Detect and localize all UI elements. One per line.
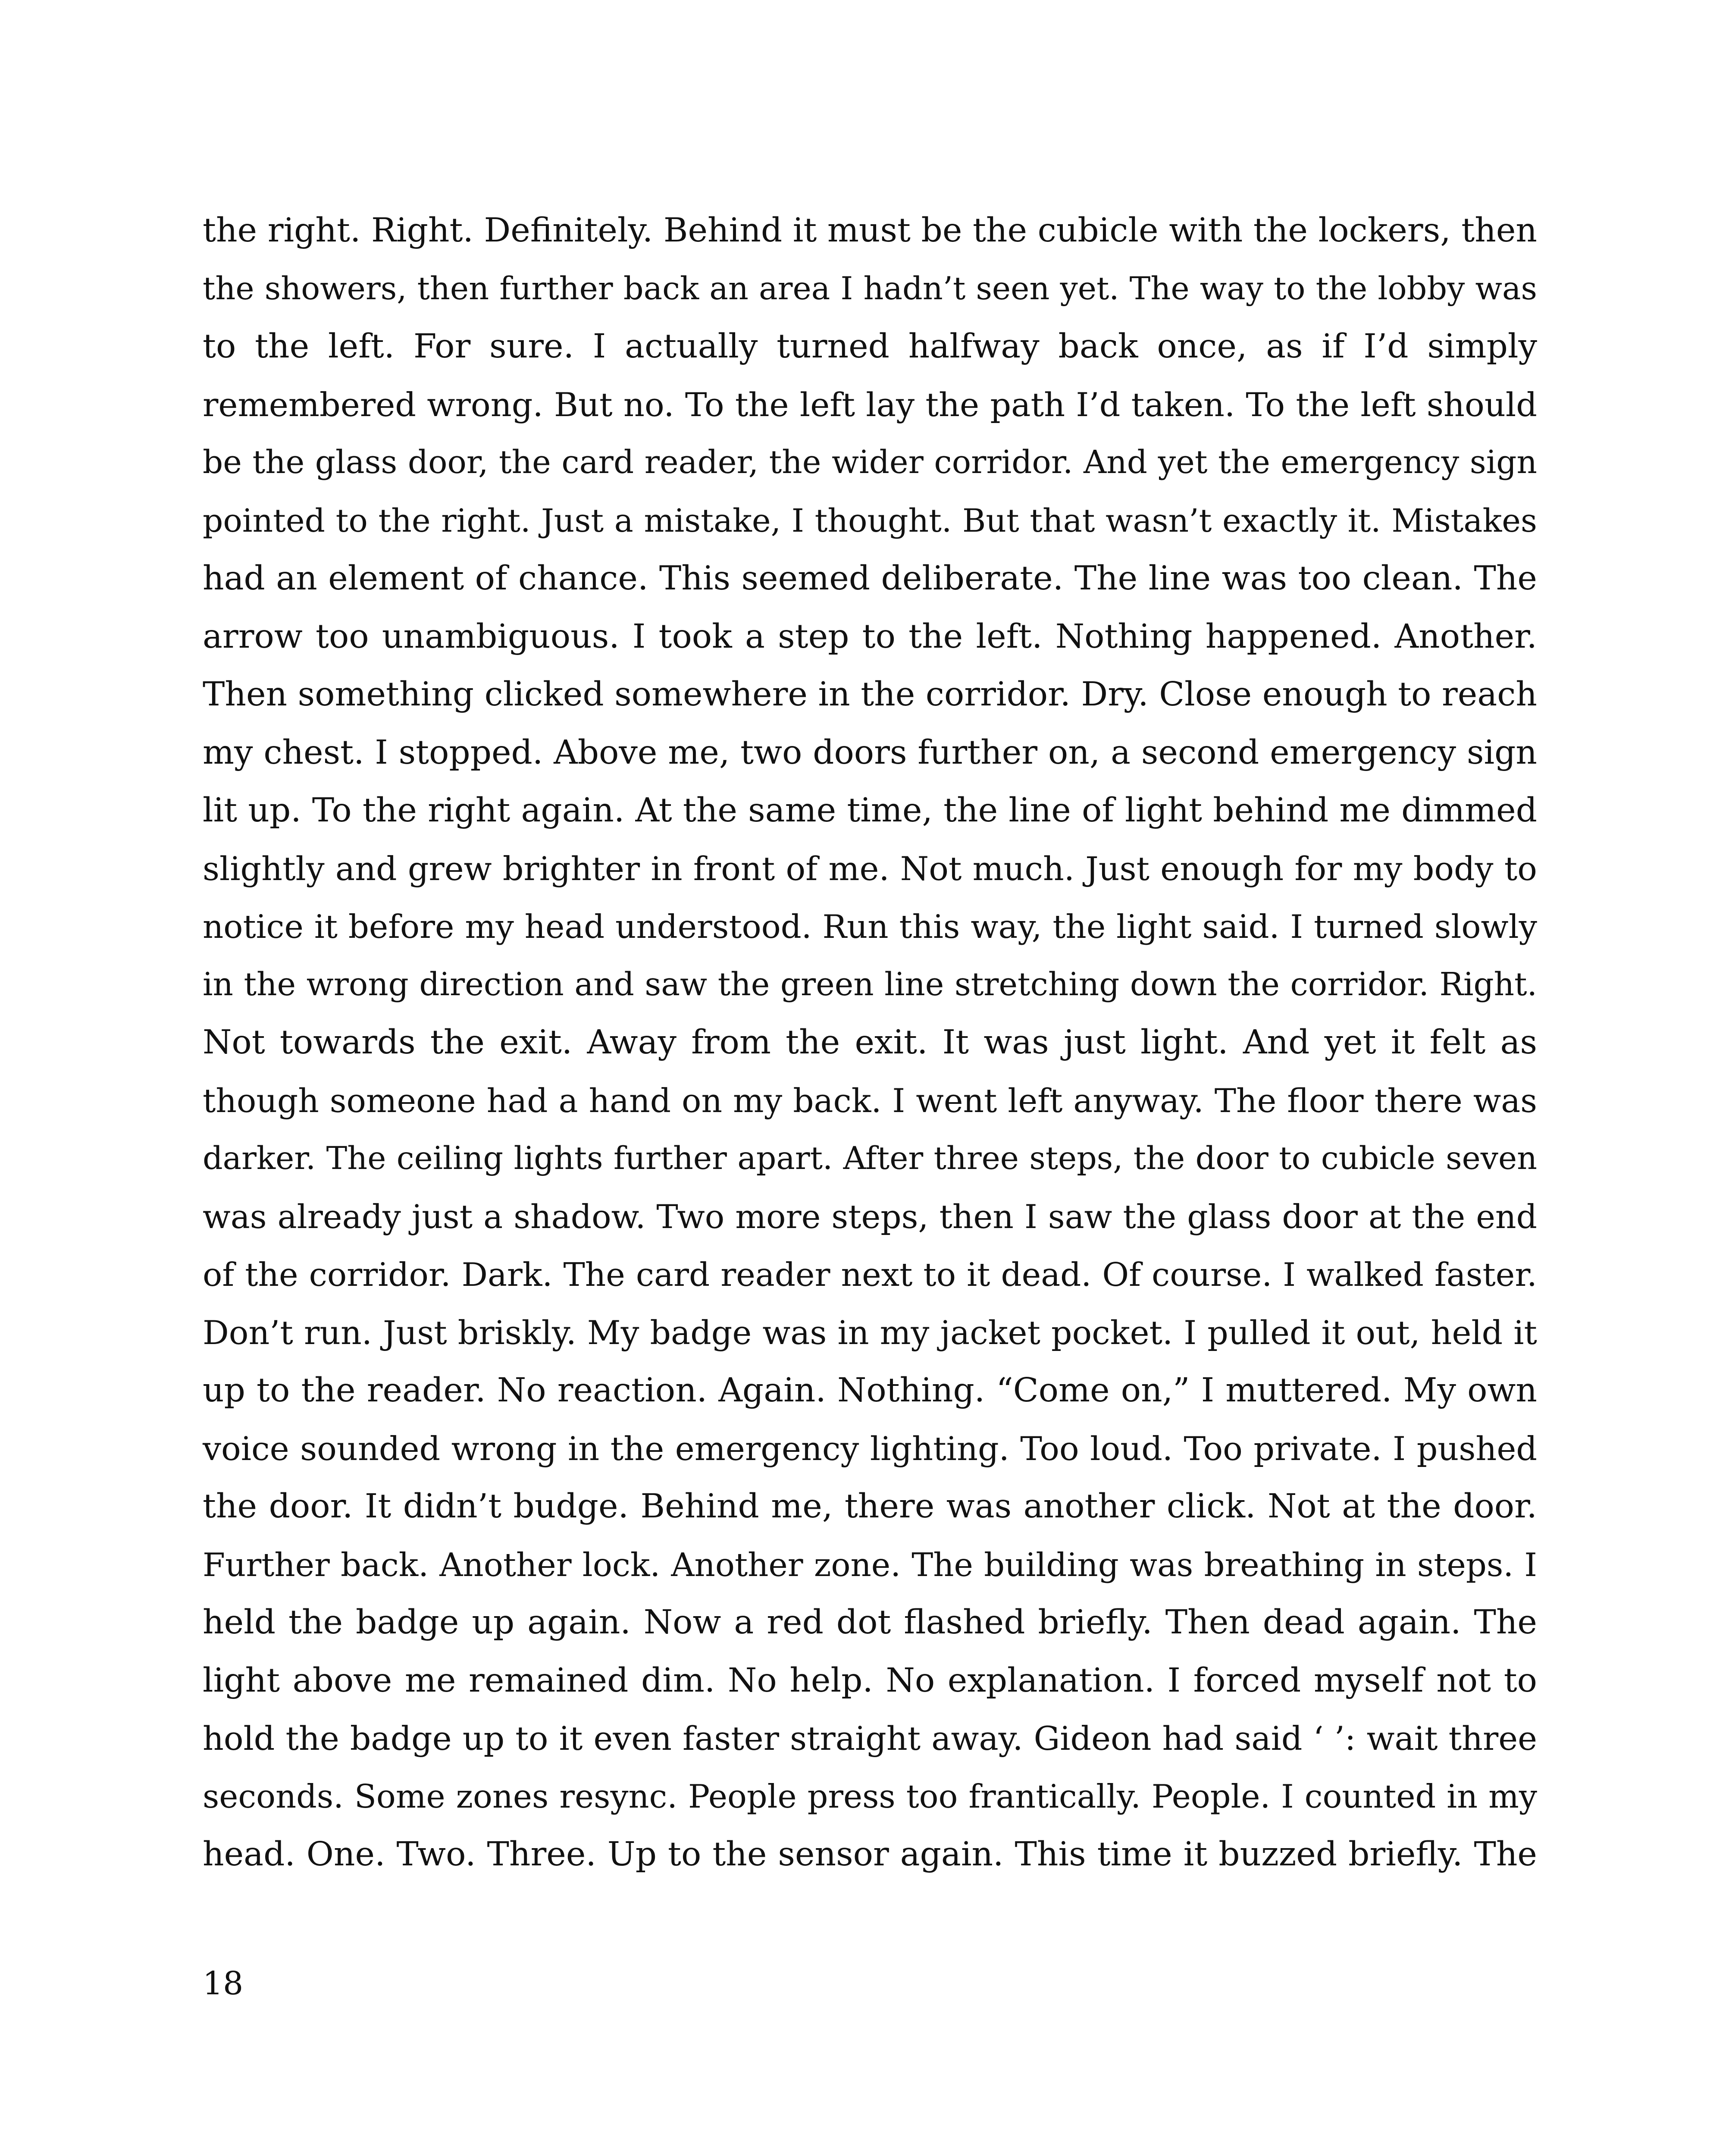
text-line: Further back. Another lock. Another zone. The building was breathing in steps. I (203, 1545, 1537, 1584)
text-line: the right. Right. Definitely. Behind it must be the cubicle with the lockers, then (203, 211, 1537, 250)
text-line: though someone had a hand on my back. I went left anyway. The floor there was (203, 1081, 1537, 1120)
text-line: lit up. To the right again. At the same time, the line of light behind me dimmed (203, 791, 1537, 830)
text-line: had an element of chance. This seemed deliberate. The line was too clean. The (203, 559, 1537, 598)
text-line: slightly and grew brighter in front of me. Not much. Just enough for my body to (203, 849, 1537, 888)
text-line: of the corridor. Dark. The card reader next to it dead. Of course. I walked faster. (203, 1256, 1537, 1294)
body-paragraph (203, 202, 1537, 1884)
text-line: in the wrong direction and saw the green line stretching down the corridor. Right. (203, 966, 1537, 1003)
text-line: the door. It didn’t budge. Behind me, there was another click. Not at the door. (203, 1487, 1537, 1526)
text-line: notice it before my head understood. Run this way, the light said. I turned slowly (203, 908, 1537, 946)
text-line: up to the reader. No reaction. Again. Nothing. “Come on,” I muttered. My own (203, 1371, 1537, 1410)
text-line: light above me remained dim. No help. No explanation. I forced myself not to (203, 1661, 1537, 1700)
text-line: hold the badge up to it even faster straight away. Gideon had said ‘ ’: wait three (203, 1720, 1537, 1758)
text-line: darker. The ceiling lights further apart. After three steps, the door to cubicle seven (203, 1140, 1537, 1177)
text-line: remembered wrong. But no. To the left lay the path I’d taken. To the left should (203, 385, 1537, 424)
text-line: head. One. Two. Three. Up to the sensor again. This time it buzzed briefly. The (203, 1835, 1537, 1874)
text-line: Not towards the exit. Away from the exit. It was just light. And yet it felt as (203, 1023, 1537, 1062)
text-line: my chest. I stopped. Above me, two doors further on, a second emergency sign (203, 733, 1537, 772)
text-line: arrow too unambiguous. I took a step to the left. Nothing happened. Another. (203, 617, 1537, 656)
text-line: to the left. For sure. I actually turned halfway back once, as if I’d simply (203, 327, 1537, 366)
text-line: the showers, then further back an area I hadn’t seen yet. The way to the lobby was (203, 270, 1537, 307)
text-line: was already just a shadow. Two more steps, then I saw the glass door at the end (203, 1197, 1537, 1236)
page-number: 18 (203, 1965, 244, 2002)
text-line: be the glass door, the card reader, the wider corridor. And yet the emergency sign (203, 444, 1537, 481)
text-line: Then something clicked somewhere in the corridor. Dry. Close enough to reach (203, 675, 1537, 714)
text-line: voice sounded wrong in the emergency lighting. Too loud. Too private. I pushed (203, 1429, 1537, 1468)
text-line: pointed to the right. Just a mistake, I thought. But that wasn’t exactly it. Mistakes (203, 502, 1537, 539)
text-line: seconds. Some zones resync. People press too frantically. People. I counted in my (203, 1777, 1537, 1815)
text-line: held the badge up again. Now a red dot flashed briefly. Then dead again. The (203, 1603, 1537, 1642)
text-line: Don’t run. Just briskly. My badge was in my jacket pocket. I pulled it out, held it (203, 1313, 1537, 1352)
